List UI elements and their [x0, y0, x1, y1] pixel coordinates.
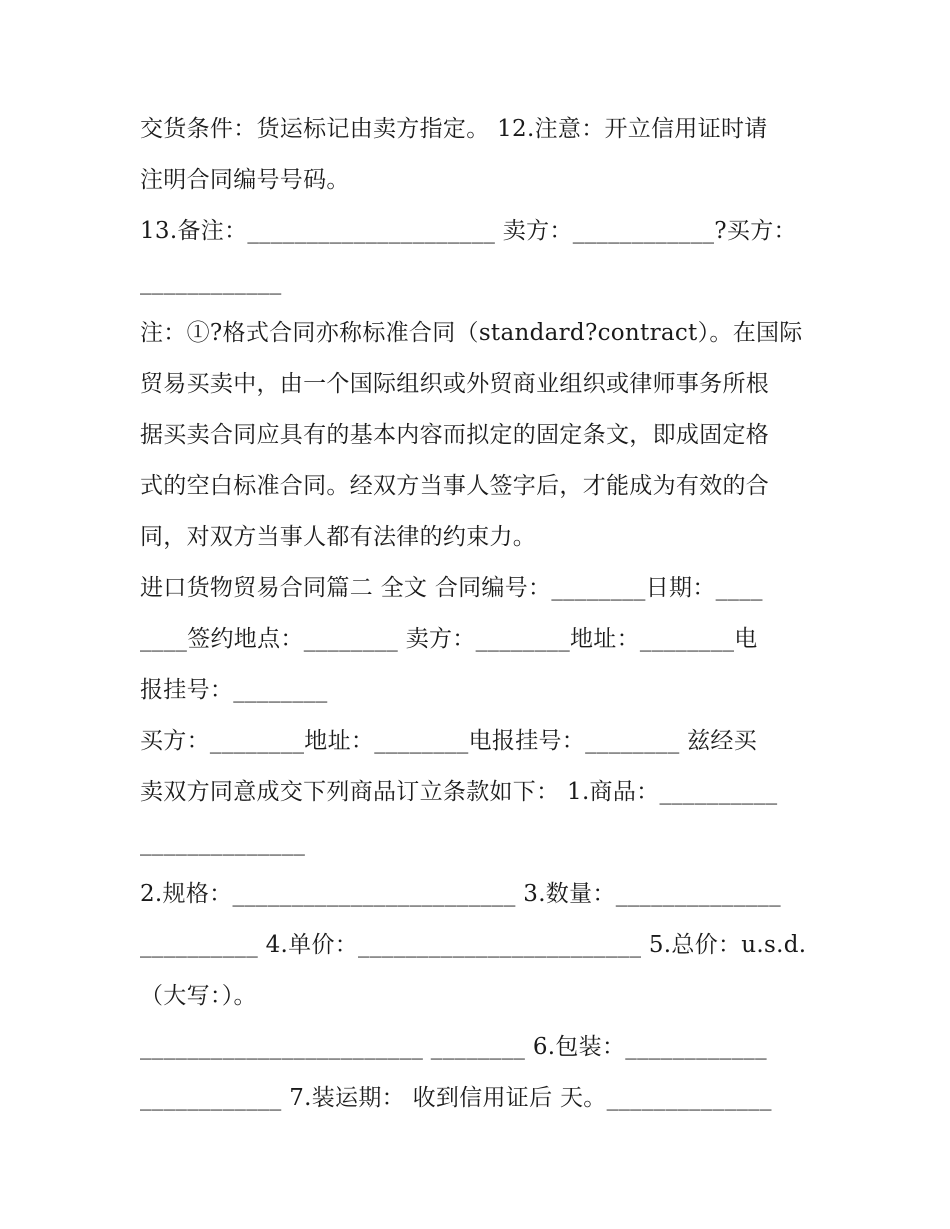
text-line: 13.备注：_____________________ 卖方：____________?买方：: [140, 218, 797, 244]
text-line: 贸易买卖中，由一个国际组织或外贸商业组织或律师事务所根: [140, 371, 770, 397]
text-line: ____________ 7.装运期： 收到信用证后 天。______________: [140, 1085, 772, 1111]
text-line: 进口货物贸易合同篇二 全文 合同编号：________日期：____: [140, 575, 763, 601]
text-line: 报挂号：________: [140, 677, 328, 703]
text-line: ________________________ ________ 6.包装：____________: [140, 1034, 767, 1060]
text-line: 注：①?格式合同亦称标准合同（standard?contract）。在国际: [140, 320, 803, 346]
text-line: __________ 4.单价：________________________ 5.总价：u.s.d.: [140, 932, 807, 958]
text-line: 交货条件：货运标记由卖方指定。 12.注意：开立信用证时请: [140, 116, 768, 142]
text-line: 注明合同编号号码。: [140, 167, 350, 193]
text-line: 卖双方同意成交下列商品订立条款如下： 1.商品：__________: [140, 779, 778, 805]
text-line: 据买卖合同应具有的基本内容而拟定的固定条文，即成固定格: [140, 422, 770, 448]
text-line: 同，对双方当事人都有法律的约束力。: [140, 524, 537, 550]
text-line: （大写：）。: [140, 983, 257, 1009]
text-line: ______________: [140, 830, 306, 856]
text-line: ____________: [140, 269, 282, 295]
text-line: 买方：________地址：________电报挂号：________ 兹经买: [140, 728, 758, 754]
text-line: ____签约地点：________ 卖方：________地址：________电: [140, 626, 758, 652]
text-line: 2.规格：________________________ 3.数量：______________: [140, 881, 781, 907]
text-line: 式的空白标准合同。经双方当事人签字后，才能成为有效的合: [140, 473, 770, 499]
document-page: [140, 104, 812, 1124]
